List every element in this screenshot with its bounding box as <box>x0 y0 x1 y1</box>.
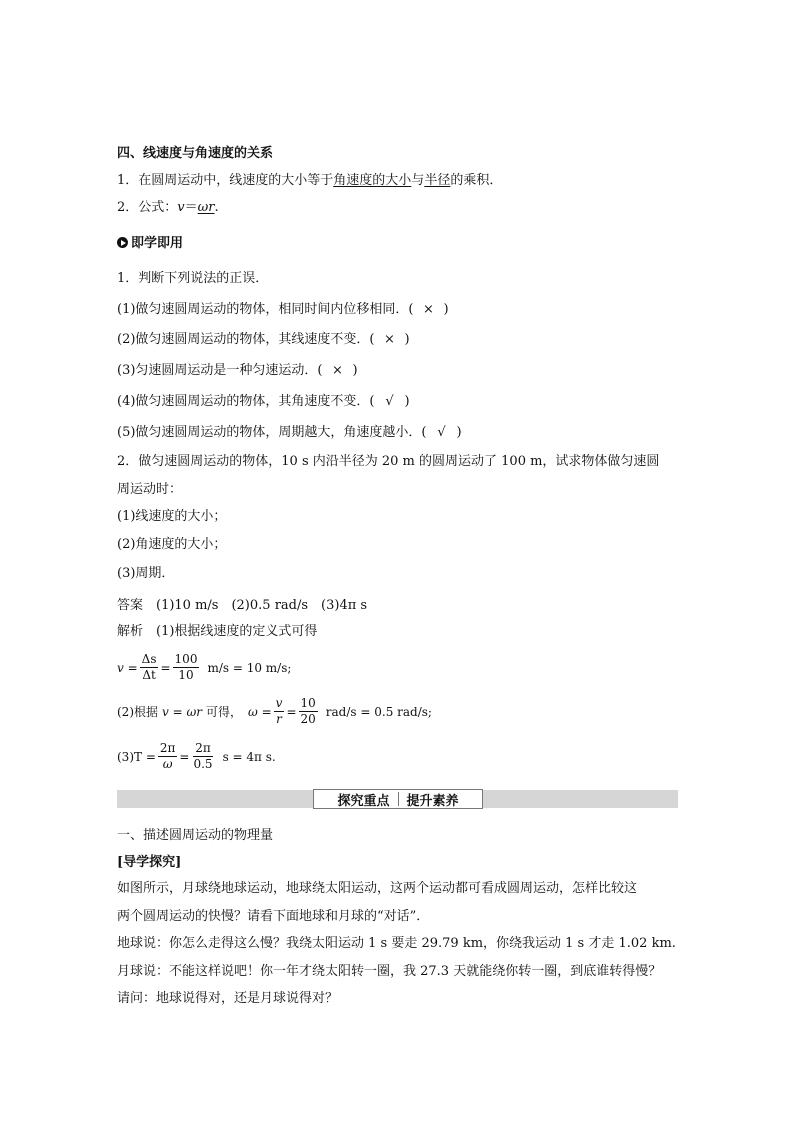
fraction: $\frac{v}{r}$ <box>275 696 283 726</box>
fraction: $\frac{\Delta s}{\Delta t}$ <box>141 652 157 682</box>
formula-period: (3)T = $\frac{2\pi}{\omega}$ = $\frac{2\pi}{0.5}$ s = 4π s. <box>117 741 276 771</box>
explore-title: 一、描述圆周运动的物理量 <box>117 828 274 843</box>
check-mark: √ <box>437 425 446 440</box>
fraction: $\frac{2\pi}{0.5}$ <box>193 741 213 771</box>
section-banner <box>313 789 483 809</box>
analysis-line: 解析 (1)根据线速度的定义式可得 <box>117 624 318 639</box>
judgement-item: (4)做匀速圆周运动的物体，其角速度不变．( √ ) <box>117 392 410 412</box>
judgement-item: (3)匀速圆周运动是一种匀速运动．( × ) <box>117 361 358 381</box>
answer-line: 答案 (1)10 m/s (2)0.5 rad/s (3)4π s <box>117 598 368 613</box>
question-2-line2: 周运动时： <box>117 482 183 497</box>
fill-answer-angular-speed: 角速度的大小 <box>333 173 412 188</box>
explore-paragraph: 两个圆周运动的快慢？请看下面地球和月球的“对话”． <box>117 909 430 924</box>
play-circle-icon <box>117 237 128 248</box>
fill-answer-formula: ωr <box>197 200 215 215</box>
banner-divider <box>398 792 399 806</box>
question-2-sub: (1)线速度的大小； <box>117 509 227 524</box>
explore-paragraph: 如图所示，月球绕地球运动，地球绕太阳运动，这两个运动都可看成圆周运动，怎样比较这 <box>117 881 638 896</box>
explore-paragraph: 月球说：不能这样说吧！你一年才绕太阳转一圈，我 27.3 天就能绕你转一圈，到底谁转得慢？ <box>117 964 662 979</box>
question-1: 1．判断下列说法的正误． <box>117 271 269 286</box>
explore-paragraph: 请问：地球说得对，还是月球说得对？ <box>117 991 339 1006</box>
guide-label: [导学探究] <box>117 855 182 870</box>
judgement-item: (2)做匀速圆周运动的物体，其线速度不变．( × ) <box>117 330 410 350</box>
cross-mark: × <box>332 363 343 378</box>
fraction: $\frac{10}{20}$ <box>300 696 316 726</box>
check-mark: √ <box>385 394 394 409</box>
practice-heading: 即学即用 <box>117 234 183 254</box>
banner-label-right: 提升素养 <box>406 793 459 809</box>
cross-mark: × <box>423 302 434 317</box>
relation-statement: 1．在圆周运动中，线速度的大小等于角速度的大小与半径的乘积． <box>117 173 503 188</box>
section-title: 四、线速度与角速度的关系 <box>117 146 274 161</box>
cross-mark: × <box>384 332 395 347</box>
explore-paragraph: 地球说：你怎么走得这么慢？我绕太阳运动 1 s 要走 29.79 km，你绕我运动 1 s 才走 1.02 km. <box>117 936 676 951</box>
formula-statement: 2．公式：v＝ωr. <box>117 200 219 215</box>
question-2-sub: (2)角速度的大小； <box>117 537 227 552</box>
fraction: $\frac{2\pi}{\omega}$ <box>159 741 176 771</box>
formula-linear-speed: v = $\frac{\Delta s}{\Delta t}$ = $\frac{100}{10}$ m/s = 10 m/s; <box>117 652 292 682</box>
fill-answer-radius: 半径 <box>424 173 451 188</box>
banner-label-left: 探究重点 <box>337 793 390 809</box>
question-2-sub: (3)周期． <box>117 566 175 581</box>
question-2-line1: 2．做匀速圆周运动的物体，10 s 内沿半径为 20 m 的圆周运动了 100 m，试求物体做匀速圆 <box>117 454 660 469</box>
formula-angular-speed: (2)根据 v = ωr 可得， ω = $\frac{v}{r}$ = $\frac{10}{20}$ rad/s = 0.5 rad/s; <box>117 696 432 726</box>
fraction: $\frac{100}{10}$ <box>174 652 198 682</box>
judgement-item: (5)做匀速圆周运动的物体，周期越大，角速度越小．( √ ) <box>117 423 462 443</box>
judgement-item: (1)做匀速圆周运动的物体，相同时间内位移相同．( × ) <box>117 300 449 320</box>
